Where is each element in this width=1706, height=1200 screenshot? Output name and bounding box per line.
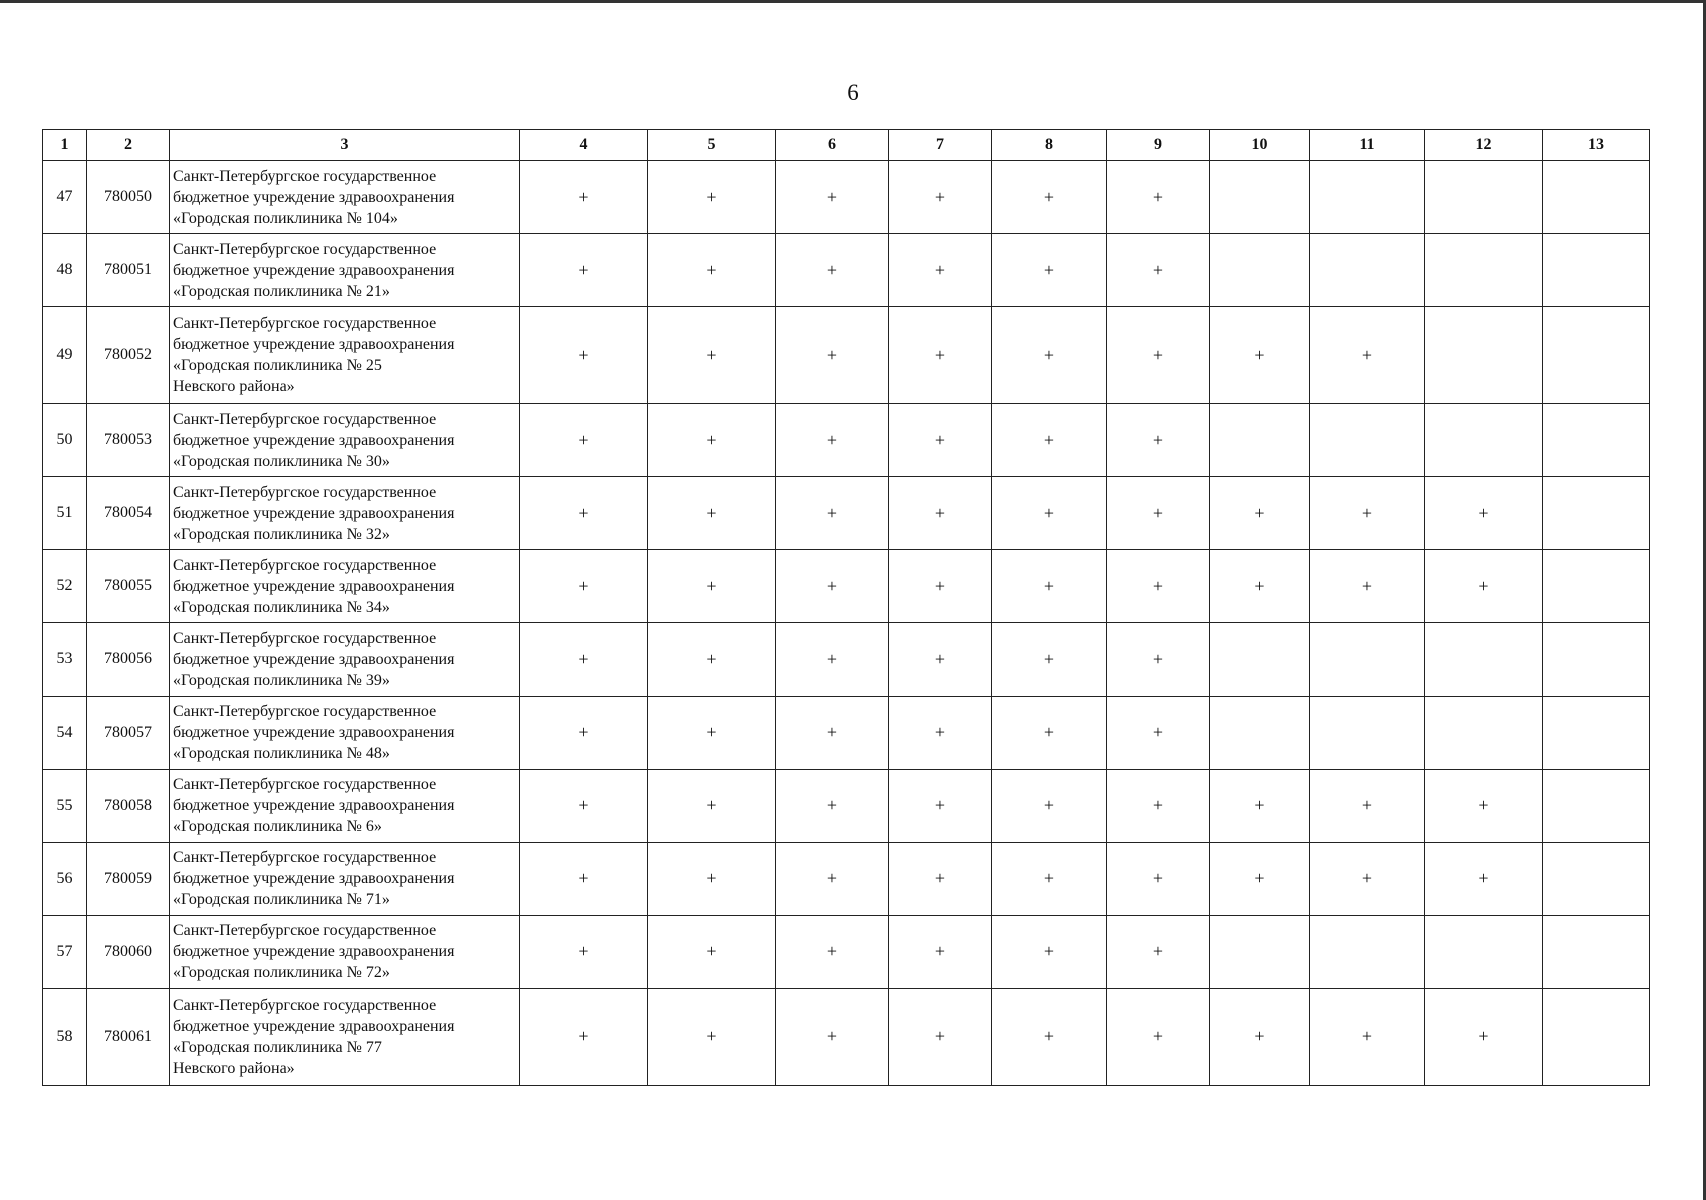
mark-cell-col-10: + [1210, 769, 1310, 842]
mark-cell-col-13 [1543, 307, 1650, 404]
organization-name-line: «Городская поликлиника № 72» [173, 964, 390, 982]
mark-cell-col-8: + [992, 477, 1107, 550]
column-header-3: 3 [170, 130, 520, 161]
registry-code: 780053 [87, 404, 170, 477]
mark-cell-col-6: + [776, 550, 889, 623]
organization-name [170, 550, 520, 623]
mark-cell-col-6: + [776, 307, 889, 404]
mark-cell-col-7: + [889, 842, 992, 915]
mark-cell-col-5: + [648, 404, 776, 477]
mark-cell-col-4: + [520, 696, 648, 769]
mark-cell-col-5: + [648, 550, 776, 623]
mark-cell-col-12 [1425, 161, 1543, 234]
mark-cell-col-11: + [1310, 842, 1425, 915]
mark-cell-col-8: + [992, 234, 1107, 307]
mark-cell-col-8: + [992, 550, 1107, 623]
row-number: 54 [43, 696, 87, 769]
organization-name-line: Санкт-Петербургское государственное [173, 410, 437, 428]
mark-cell-col-13 [1543, 623, 1650, 696]
table-body [43, 161, 1650, 1086]
organization-name-line: «Городская поликлиника № 30» [173, 452, 390, 470]
organization-name-line: бюджетное учреждение здравоохранения [173, 650, 455, 668]
mark-cell-col-13 [1543, 915, 1650, 988]
mark-cell-col-8: + [992, 842, 1107, 915]
mark-cell-col-7: + [889, 623, 992, 696]
organization-name-line: бюджетное учреждение здравоохранения [173, 504, 455, 522]
mark-cell-col-13 [1543, 550, 1650, 623]
organization-name-line: бюджетное учреждение здравоохранения [173, 1017, 455, 1035]
header-row [43, 130, 1650, 161]
row-number: 57 [43, 915, 87, 988]
mark-cell-col-7: + [889, 696, 992, 769]
organization-name-line: Санкт-Петербургское государственное [173, 629, 437, 647]
organization-name-line: «Городская поликлиника № 25 [173, 357, 382, 375]
mark-cell-col-10: + [1210, 842, 1310, 915]
organization-name-line: «Городская поликлиника № 34» [173, 598, 390, 616]
organization-name [170, 307, 520, 404]
page-number: 6 [847, 80, 859, 105]
organization-name-line: «Городская поликлиника № 104» [173, 209, 398, 227]
mark-cell-col-9: + [1107, 307, 1210, 404]
row-number: 48 [43, 234, 87, 307]
organization-name-line: Санкт-Петербургское государственное [173, 315, 437, 333]
mark-cell-col-4: + [520, 623, 648, 696]
column-header-11: 11 [1310, 130, 1425, 161]
mark-cell-col-6: + [776, 161, 889, 234]
mark-cell-col-13 [1543, 477, 1650, 550]
mark-cell-col-7: + [889, 307, 992, 404]
organization-name-line: Санкт-Петербургское государственное [173, 556, 437, 574]
organization-name [170, 623, 520, 696]
mark-cell-col-9: + [1107, 477, 1210, 550]
organization-name [170, 161, 520, 234]
mark-cell-col-12: + [1425, 477, 1543, 550]
table-row [43, 842, 1650, 915]
mark-cell-col-13 [1543, 161, 1650, 234]
mark-cell-col-6: + [776, 769, 889, 842]
table-row [43, 234, 1650, 307]
mark-cell-col-6: + [776, 842, 889, 915]
registry-code: 780061 [87, 988, 170, 1085]
mark-cell-col-10 [1210, 161, 1310, 234]
mark-cell-col-13 [1543, 988, 1650, 1085]
organization-name [170, 769, 520, 842]
mark-cell-col-8: + [992, 769, 1107, 842]
mark-cell-col-13 [1543, 696, 1650, 769]
mark-cell-col-12 [1425, 307, 1543, 404]
mark-cell-col-4: + [520, 161, 648, 234]
mark-cell-col-4: + [520, 988, 648, 1085]
organization-name [170, 915, 520, 988]
mark-cell-col-9: + [1107, 842, 1210, 915]
mark-cell-col-7: + [889, 988, 992, 1085]
registry-code: 780055 [87, 550, 170, 623]
mark-cell-col-4: + [520, 915, 648, 988]
registry-code: 780058 [87, 769, 170, 842]
mark-cell-col-10 [1210, 696, 1310, 769]
mark-cell-col-10: + [1210, 477, 1310, 550]
scan-border-top [0, 0, 1706, 3]
mark-cell-col-9: + [1107, 988, 1210, 1085]
mark-cell-col-10 [1210, 234, 1310, 307]
mark-cell-col-13 [1543, 769, 1650, 842]
organization-name [170, 404, 520, 477]
organization-name-line: бюджетное учреждение здравоохранения [173, 188, 455, 206]
row-number: 47 [43, 161, 87, 234]
mark-cell-col-9: + [1107, 696, 1210, 769]
mark-cell-col-7: + [889, 915, 992, 988]
organization-name-line: «Городская поликлиника № 6» [173, 818, 382, 836]
organization-name [170, 234, 520, 307]
mark-cell-col-5: + [648, 623, 776, 696]
table-row [43, 623, 1650, 696]
mark-cell-col-10 [1210, 915, 1310, 988]
organization-name-line: бюджетное учреждение здравоохранения [173, 577, 455, 595]
mark-cell-col-12: + [1425, 988, 1543, 1085]
mark-cell-col-11 [1310, 915, 1425, 988]
registry-code: 780060 [87, 915, 170, 988]
column-header-6: 6 [776, 130, 889, 161]
mark-cell-col-10 [1210, 623, 1310, 696]
mark-cell-col-6: + [776, 696, 889, 769]
mark-cell-col-9: + [1107, 915, 1210, 988]
mark-cell-col-10: + [1210, 307, 1310, 404]
mark-cell-col-5: + [648, 161, 776, 234]
mark-cell-col-6: + [776, 477, 889, 550]
mark-cell-col-11: + [1310, 769, 1425, 842]
mark-cell-col-5: + [648, 915, 776, 988]
mark-cell-col-5: + [648, 307, 776, 404]
organization-name-line: «Городская поликлиника № 71» [173, 891, 390, 909]
mark-cell-col-11 [1310, 234, 1425, 307]
column-header-2: 2 [87, 130, 170, 161]
organization-name-line: Санкт-Петербургское государственное [173, 776, 437, 794]
table-header [43, 130, 1650, 161]
mark-cell-col-4: + [520, 307, 648, 404]
organization-name [170, 988, 520, 1085]
mark-cell-col-5: + [648, 988, 776, 1085]
mark-cell-col-11: + [1310, 477, 1425, 550]
organization-name-line: Невского района» [173, 378, 295, 396]
mark-cell-col-11 [1310, 161, 1425, 234]
table-row [43, 477, 1650, 550]
mark-cell-col-8: + [992, 161, 1107, 234]
mark-cell-col-11 [1310, 696, 1425, 769]
registry-code: 780051 [87, 234, 170, 307]
row-number: 58 [43, 988, 87, 1085]
mark-cell-col-7: + [889, 161, 992, 234]
column-header-5: 5 [648, 130, 776, 161]
organization-name-line: бюджетное учреждение здравоохранения [173, 261, 455, 279]
mark-cell-col-13 [1543, 234, 1650, 307]
organization-name-line: Санкт-Петербургское государственное [173, 703, 437, 721]
column-header-7: 7 [889, 130, 992, 161]
mark-cell-col-11: + [1310, 307, 1425, 404]
organization-name-line: бюджетное учреждение здравоохранения [173, 431, 455, 449]
organization-name [170, 842, 520, 915]
organization-name-line: бюджетное учреждение здравоохранения [173, 336, 455, 354]
organization-name-line: «Городская поликлиника № 21» [173, 282, 390, 300]
organization-name-line: «Городская поликлиника № 48» [173, 745, 390, 763]
mark-cell-col-9: + [1107, 161, 1210, 234]
organization-name-line: «Городская поликлиника № 77 [173, 1038, 382, 1056]
registry-code: 780054 [87, 477, 170, 550]
mark-cell-col-5: + [648, 477, 776, 550]
registry-code: 780059 [87, 842, 170, 915]
organization-name-line: Санкт-Петербургское государственное [173, 167, 437, 185]
mark-cell-col-10: + [1210, 550, 1310, 623]
mark-cell-col-8: + [992, 623, 1107, 696]
column-header-1: 1 [43, 130, 87, 161]
organization-name-line: «Городская поликлиника № 32» [173, 525, 390, 543]
mark-cell-col-11: + [1310, 550, 1425, 623]
mark-cell-col-5: + [648, 769, 776, 842]
column-header-9: 9 [1107, 130, 1210, 161]
mark-cell-col-9: + [1107, 769, 1210, 842]
column-header-8: 8 [992, 130, 1107, 161]
mark-cell-col-7: + [889, 234, 992, 307]
column-header-12: 12 [1425, 130, 1543, 161]
table-row [43, 404, 1650, 477]
row-number: 51 [43, 477, 87, 550]
row-number: 52 [43, 550, 87, 623]
mark-cell-col-12 [1425, 234, 1543, 307]
registry-code: 780056 [87, 623, 170, 696]
table-row [43, 161, 1650, 234]
organization-name [170, 696, 520, 769]
mark-cell-col-8: + [992, 307, 1107, 404]
row-number: 50 [43, 404, 87, 477]
mark-cell-col-11: + [1310, 988, 1425, 1085]
mark-cell-col-4: + [520, 842, 648, 915]
table-row [43, 988, 1650, 1085]
mark-cell-col-7: + [889, 404, 992, 477]
mark-cell-col-12: + [1425, 550, 1543, 623]
mark-cell-col-9: + [1107, 623, 1210, 696]
organization-name-line: Санкт-Петербургское государственное [173, 240, 437, 258]
mark-cell-col-13 [1543, 404, 1650, 477]
registry-code: 780050 [87, 161, 170, 234]
column-header-4: 4 [520, 130, 648, 161]
mark-cell-col-7: + [889, 550, 992, 623]
organization-name-line: Невского района» [173, 1059, 295, 1077]
organization-name-line: бюджетное учреждение здравоохранения [173, 943, 455, 961]
mark-cell-col-9: + [1107, 550, 1210, 623]
mark-cell-col-12 [1425, 404, 1543, 477]
mark-cell-col-8: + [992, 915, 1107, 988]
organization-name-line: «Городская поликлиника № 39» [173, 671, 390, 689]
organization-name-line: Санкт-Петербургское государственное [173, 922, 437, 940]
mark-cell-col-10: + [1210, 988, 1310, 1085]
organization-name-line: бюджетное учреждение здравоохранения [173, 870, 455, 888]
mark-cell-col-4: + [520, 234, 648, 307]
mark-cell-col-6: + [776, 623, 889, 696]
mark-cell-col-6: + [776, 234, 889, 307]
mark-cell-col-5: + [648, 234, 776, 307]
mark-cell-col-11 [1310, 623, 1425, 696]
mark-cell-col-7: + [889, 769, 992, 842]
column-header-10: 10 [1210, 130, 1310, 161]
registry-code: 780057 [87, 696, 170, 769]
table-row [43, 307, 1650, 404]
mark-cell-col-12 [1425, 623, 1543, 696]
mark-cell-col-11 [1310, 404, 1425, 477]
column-header-13: 13 [1543, 130, 1650, 161]
mark-cell-col-5: + [648, 842, 776, 915]
table-row [43, 696, 1650, 769]
table-row [43, 550, 1650, 623]
mark-cell-col-8: + [992, 988, 1107, 1085]
row-number: 56 [43, 842, 87, 915]
mark-cell-col-7: + [889, 477, 992, 550]
mark-cell-col-6: + [776, 404, 889, 477]
register-table [42, 129, 1650, 1086]
mark-cell-col-12: + [1425, 769, 1543, 842]
mark-cell-col-6: + [776, 915, 889, 988]
mark-cell-col-8: + [992, 696, 1107, 769]
organization-name-line: Санкт-Петербургское государственное [173, 849, 437, 867]
mark-cell-col-13 [1543, 842, 1650, 915]
mark-cell-col-4: + [520, 769, 648, 842]
mark-cell-col-5: + [648, 696, 776, 769]
mark-cell-col-9: + [1107, 234, 1210, 307]
row-number: 49 [43, 307, 87, 404]
organization-name-line: Санкт-Петербургское государственное [173, 996, 437, 1014]
mark-cell-col-12: + [1425, 842, 1543, 915]
mark-cell-col-12 [1425, 915, 1543, 988]
mark-cell-col-4: + [520, 477, 648, 550]
mark-cell-col-4: + [520, 550, 648, 623]
mark-cell-col-12 [1425, 696, 1543, 769]
organization-name-line: бюджетное учреждение здравоохранения [173, 724, 455, 742]
mark-cell-col-6: + [776, 988, 889, 1085]
organization-name-line: бюджетное учреждение здравоохранения [173, 797, 455, 815]
table-row [43, 769, 1650, 842]
mark-cell-col-8: + [992, 404, 1107, 477]
mark-cell-col-9: + [1107, 404, 1210, 477]
row-number: 55 [43, 769, 87, 842]
organization-name-line: Санкт-Петербургское государственное [173, 483, 437, 501]
organization-name [170, 477, 520, 550]
row-number: 53 [43, 623, 87, 696]
mark-cell-col-10 [1210, 404, 1310, 477]
table-row [43, 915, 1650, 988]
mark-cell-col-4: + [520, 404, 648, 477]
registry-code: 780052 [87, 307, 170, 404]
